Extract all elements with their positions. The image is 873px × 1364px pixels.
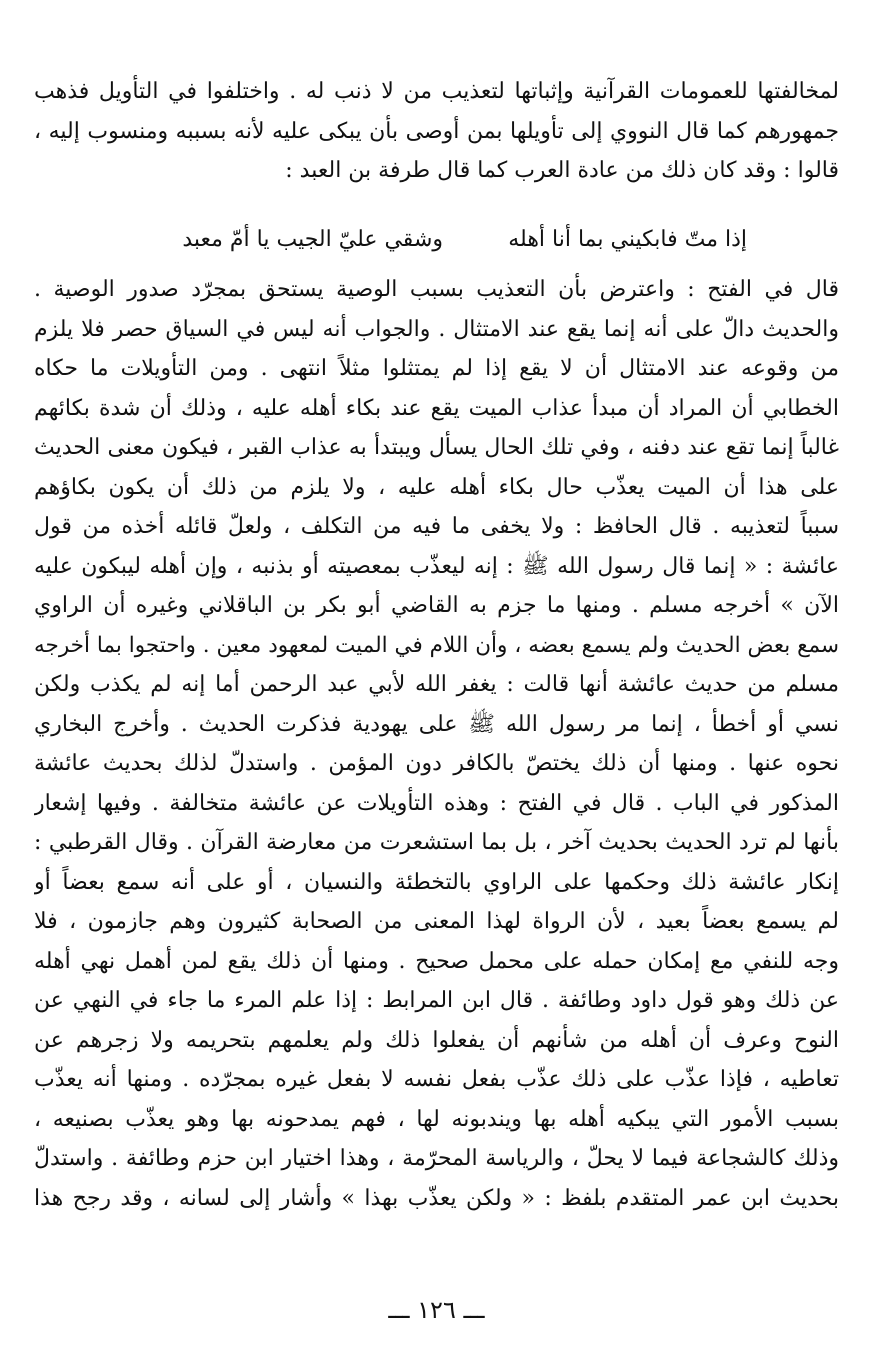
text-line: لم يسمع بعضاً بعيد ، لأن الرواة لهذا المعنى من الصحابة كثيرون وهم جازمون ، فلا — [34, 909, 839, 934]
text-line: وذلك كالشجاعة فيما لا يحلّ ، والرياسة المحرّمة ، وهذا اختيار ابن حزم وطائفة . واستدلّ — [34, 1146, 839, 1171]
text-line: نحوه عنها . ومنها أن ذلك يختصّ بالكافر دون المؤمن . واستدلّ لذلك بحديث عائشة — [34, 751, 839, 776]
text-line: الآن » أخرجه مسلم . ومنها ما جزم به القاضي أبو بكر بن الباقلاني وغيره أن الراوي — [34, 593, 839, 618]
text-line: سبباً لتعذيبه . قال الحافظ : ولا يخفى ما فيه من التكلف ، ولعلّ قائله أخذه من قول — [34, 514, 839, 539]
text-line: غالباً إنما تقع عند دفنه ، وفي تلك الحال يسأل ويبتدأ به عذاب القبر ، فيكون معنى الحديث — [34, 435, 839, 460]
opening-paragraph — [34, 72, 839, 191]
text-line: قال في الفتح : واعترض بأن التعذيب بسبب الوصية يستحق بمجرّد صدور الوصية . — [34, 277, 839, 302]
text-line: النوح وعرف أن أهله من شأنهم أن يفعلوا ذلك ولم يعلمهم بتحريمه ولا زجرهم عن — [34, 1027, 839, 1053]
text-line: تعاطيه ، فإذا عذّب على ذلك عذّب بفعل نفسه لا بفعل غيره بمجرّده . ومنها أنه يعذّب — [34, 1067, 839, 1092]
poetry-verse — [0, 218, 873, 262]
main-paragraph — [34, 270, 839, 1218]
text-line: بحديث ابن عمر المتقدم بلفظ : « ولكن يعذّب بهذا » وأشار إلى لسانه ، وقد رجح هذا — [34, 1185, 839, 1211]
text-line: إنكار عائشة ذلك وحكمها على الراوي بالتخطئة والنسيان ، أو على أنه سمع بعضاً أو — [34, 869, 839, 895]
page-number: ـــ ١٢٦ ـــ — [388, 1296, 485, 1324]
text-line: سمع بعض الحديث ولم يسمع بعضه ، وأن اللام في الميت لمعهود معين . واحتجوا بما أخرجه — [34, 632, 839, 658]
text-line: عن ذلك وهو قول داود وطائفة . قال ابن المرابط : إذا علم المرء ما جاء في النهي عن — [34, 988, 839, 1013]
text-line: لمخالفتها للعمومات القرآنية وإثباتها لتعذيب من لا ذنب له . واختلفوا في التأويل فذهب — [34, 79, 839, 104]
text-line: الخطابي أن المراد أن مبدأ عذاب الميت يقع عند بكاء أهله عليه ، وذلك أن شدة بكائهم — [34, 395, 839, 421]
text-line: على هذا أن الميت يعذّب حال بكاء أهله عليه ، ولا يلزم من ذلك أن يكون بكاؤهم — [34, 474, 839, 500]
text-line: المذكور في الباب . قال في الفتح : وهذه التأويلات عن عائشة متخالفة . وفيها إشعار — [34, 790, 839, 816]
text-line: عائشة : « إنما قال رسول الله ﷺ : إنه ليعذّب بمعصيته أو بذنبه ، وإن أهله ليبكون عليه — [34, 553, 839, 579]
text-line: قالوا : وقد كان ذلك من عادة العرب كما قال طرفة بن العبد : — [285, 158, 839, 183]
text-line: بأنها لم ترد الحديث بحديث آخر ، بل بما استشعرت من معارضة القرآن . وقال القرطبي : — [34, 830, 839, 855]
text-line: وجه للنفي مع إمكان حمله على محمل صحيح . ومنها أن ذلك يقع لمن أهمل نهي أهله — [34, 948, 839, 974]
verse-second-hemistich: وشقي عليّ الجيب يا أمّ معبد — [182, 227, 443, 252]
text-line: من وقوعه عند الامتثال أن لا يقع إذا لم يمتثلوا مثلاً انتهى . ومن التأويلات ما حكاه — [34, 356, 839, 381]
text-line: والحديث دالّ على أنه إنما يقع عند الامتثال . والجواب أنه ليس في السياق حصر فلا يلزم — [34, 316, 839, 342]
text-line: نسي أو أخطأ ، إنما مر رسول الله ﷺ على يهودية فذكرت الحديث . وأخرج البخاري — [34, 711, 839, 737]
text-line: مسلم من حديث عائشة أنها قالت : يغفر الله لأبي عبد الرحمن أما إنه لم يكذب ولكن — [34, 672, 839, 697]
text-line: جمهورهم كما قال النووي إلى تأويلها بمن أوصى بأن يبكى عليه لأنه بسببه ومنسوب إليه ، — [34, 118, 839, 144]
verse-first-hemistich: إذا متّ فابكيني بما أنا أهله — [508, 227, 747, 252]
text-line: بسبب الأمور التي يبكيه أهله بها ويندبونه لها ، فهم يمدحونه بها وهو يعذّب بصنيعه ، — [34, 1106, 839, 1132]
